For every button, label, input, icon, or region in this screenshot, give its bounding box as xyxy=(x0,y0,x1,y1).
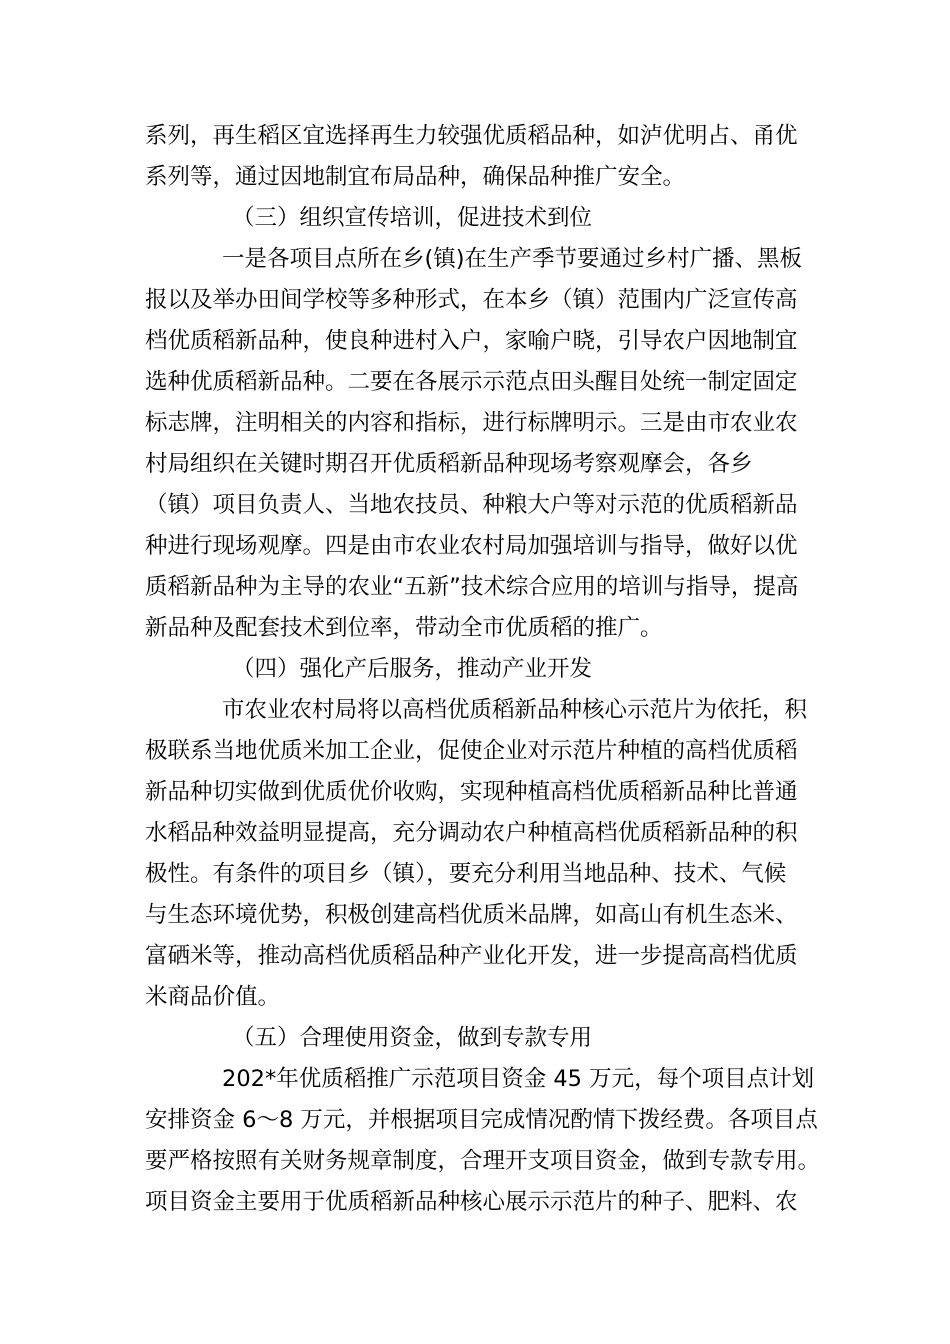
body-text-line: 村局组织在关键时期召开优质稻新品种现场考察观摩会，各乡 xyxy=(145,451,753,477)
body-text-line: 新品种及配套技术到位率，带动全市优质稻的推广。 xyxy=(145,615,663,641)
body-text-line: 要严格按照有关财务规章制度，合理开支项目资金，做到专款专用。 xyxy=(145,1148,821,1174)
body-text-line: 一是各项目点所在乡(镇)在生产季节要通过乡村广播、黑板 xyxy=(222,246,803,272)
body-text-line: 标志牌，注明相关的内容和指标，进行标牌明示。三是由市农业农 xyxy=(145,410,798,436)
body-text-line: 米商品价值。 xyxy=(145,984,281,1010)
body-text-line: 系列等，通过因地制宜布局品种，确保品种推广安全。 xyxy=(145,164,686,190)
body-text-line: 质稻新品种为主导的农业“五新”技术综合应用的培训与指导，提高 xyxy=(145,574,799,600)
section-heading: （三）组织宣传培训，促进技术到位 xyxy=(232,205,593,231)
body-text-line: 极联系当地优质米加工企业，促使企业对示范片种植的高档优质稻 xyxy=(145,738,798,764)
body-text-line: 市农业农村局将以高档优质稻新品种核心示范片为依托，积 xyxy=(222,697,808,723)
section-heading: （四）强化产后服务，推动产业开发 xyxy=(232,656,593,682)
body-text-line: 系列，再生稻区宜选择再生力较强优质稻品种，如泸优明占、甬优 xyxy=(145,123,798,149)
body-text-line: 档优质稻新品种，使良种进村入户，家喻户晓，引导农户因地制宜 xyxy=(145,328,798,354)
body-text-line: 选种优质稻新品种。二要在各展示示范点田头醒目处统一制定固定 xyxy=(145,369,798,395)
body-text-line: 202*年优质稻推广示范项目资金 45 万元，每个项目点计划 xyxy=(222,1066,815,1092)
body-text-line: （镇）项目负责人、当地农技员、种粮大户等对示范的优质稻新品 xyxy=(145,492,798,518)
body-text-line: 项目资金主要用于优质稻新品种核心展示示范片的种子、肥料、农 xyxy=(145,1189,798,1215)
body-text-line: 水稻品种效益明显提高，充分调动农户种植高档优质稻新品种的积 xyxy=(145,820,798,846)
body-text-line: 富硒米等，推动高档优质稻品种产业化开发，进一步提高高档优质 xyxy=(145,943,798,969)
body-text-line: 种进行现场观摩。四是由市农业农村局加强培训与指导，做好以优 xyxy=(145,533,798,559)
body-text-line: 安排资金 6～8 万元，并根据项目完成情况酌情下拨经费。各项目点 xyxy=(145,1107,818,1133)
body-text-line: 新品种切实做到优质优价收购，实现种植高档优质稻新品种比普通 xyxy=(145,779,798,805)
section-heading: （五）合理使用资金，做到专款专用 xyxy=(232,1025,593,1051)
body-text-line: 报以及举办田间学校等多种形式，在本乡（镇）范围内广泛宣传高 xyxy=(145,287,798,313)
body-text-line: 与生态环境优势，积极创建高档优质米品牌，如高山有机生态米、 xyxy=(145,902,798,928)
body-text-line: 极性。有条件的项目乡（镇），要充分利用当地品种、技术、气候 xyxy=(145,861,787,887)
